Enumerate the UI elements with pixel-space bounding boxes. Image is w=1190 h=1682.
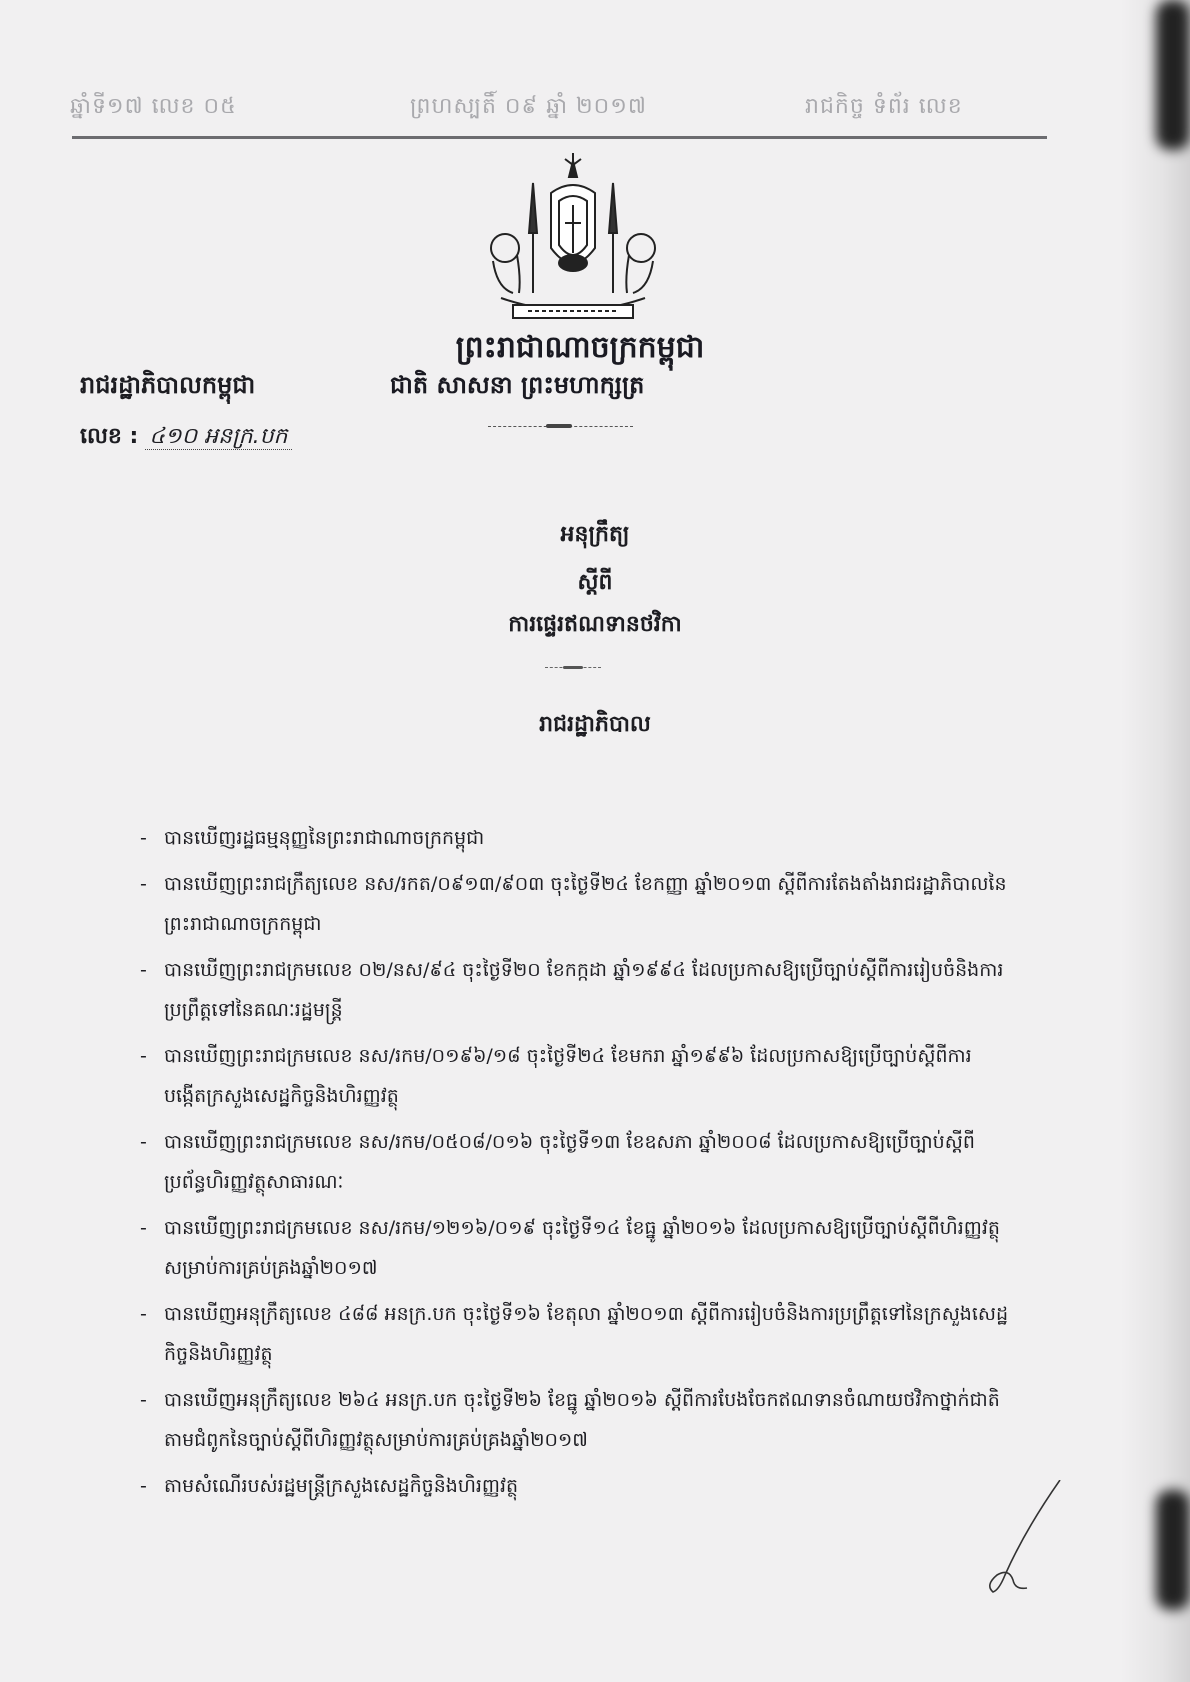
title-about: ស្តីពី (577, 570, 613, 595)
preamble-clauses (140, 818, 1010, 1512)
scan-edge-dark-bottom (1156, 1490, 1190, 1610)
list-item: - បានឃើញព្រះរាជក្រមលេខ នស/រកម/១២១៦/០១៩ ចុះថ្ងៃទី១៤ ខែធ្នូ ឆ្នាំ២០១៦ ដែលប្រកាសឱ្យប្រើច្បាប់ស្តីពីហិរញ្ញវត្ថុសម្រាប់ការគ្រប់គ្រងឆ្នាំ២០១៧ (140, 1217, 1000, 1279)
gazette-header (70, 92, 1050, 132)
document-number-label: លេខ : (80, 424, 139, 449)
royal-emblem-icon (473, 153, 673, 328)
scan-edge-dark-top (1156, 0, 1190, 150)
kingdom-heading: ព្រះរាជាណាចក្រកម្ពុជា (455, 330, 705, 365)
gazette-volume: ឆ្នាំទី១៧ លេខ ០៥ (70, 94, 237, 119)
title-divider (545, 667, 601, 669)
list-item: - បានឃើញអនុក្រឹត្យលេខ ៤៨៨ អនក្រ.បក ចុះថ្ងៃទី១៦ ខែតុលា ឆ្នាំ២០១៣ ស្តីពីការរៀបចំនិងការប្រព្រឹត្តទៅនៃក្រសួងសេដ្ឋកិច្ចនិងហិរញ្ញវត្ថុ (140, 1303, 1009, 1365)
clause-text: បានឃើញអនុក្រឹត្យលេខ ២៦៤ អនក្រ.បក ចុះថ្ងៃទី២៦ ខែធ្នូ ឆ្នាំ២០១៦ ស្តីពីការបែងចែកឥណទានចំណាយថវិកាថ្នាក់ជាតិតាមជំពូកនៃច្បាប់ស្តីពីហិរញ្ញវត្ថុសម្រាប់ការគ្រប់គ្រងឆ្នាំ២០១៧ (164, 1389, 1000, 1451)
gazette-rule (72, 136, 1047, 139)
issuer-heading: រាជរដ្ឋាភិបាល (539, 712, 651, 737)
document-number-value: ៤១០ អនក្រ.បក (145, 424, 291, 450)
list-item: - បានឃើញព្រះរាជក្រមលេខ នស/រកម/០១៩៦/១៨ ចុះថ្ងៃទី២៤ ខែមករា ឆ្នាំ១៩៩៦ ដែលប្រកាសឱ្យប្រើច្បាប់ស្តីពីការបង្កើតក្រសួងសេដ្ឋកិច្ចនិងហិរញ្ញវត្ថុ (140, 1045, 972, 1107)
scan-edge-shadow (1120, 0, 1190, 1682)
document-number (80, 422, 292, 454)
clause-text: បានឃើញអនុក្រឹត្យលេខ ៤៨៨ អនក្រ.បក ចុះថ្ងៃទី១៦ ខែតុលា ឆ្នាំ២០១៣ ស្តីពីការរៀបចំនិងការប្រព្រឹត្តទៅនៃក្រសួងសេដ្ឋកិច្ចនិងហិរញ្ញវត្ថុ (164, 1303, 1009, 1365)
clause-text: បានឃើញព្រះរាជក្រមលេខ ០២/នស/៩៤ ចុះថ្ងៃទី២០ ខែកក្កដា ឆ្នាំ១៩៩៤ ដែលប្រកាសឱ្យប្រើច្បាប់ស្តីពីការរៀបចំនិងការប្រព្រឹត្តទៅនៃគណៈរដ្ឋមន្ត្រី (164, 959, 1004, 1021)
initial-signature-icon (975, 1480, 1065, 1600)
clause-text: បានឃើញព្រះរាជក្រមលេខ នស/រកម/០៥០៨/០១៦ ចុះថ្ងៃទី១៣ ខែឧសភា ឆ្នាំ២០០៨ ដែលប្រកាសឱ្យប្រើច្បាប់ស្តីពីប្រព័ន្ធហិរញ្ញវត្ថុសាធារណៈ (164, 1131, 975, 1193)
clause-text: បានឃើញរដ្ឋធម្មនុញ្ញនៃព្រះរាជាណាចក្រកម្ពុជា (164, 827, 485, 849)
list-item: - បានឃើញរដ្ឋធម្មនុញ្ញនៃព្រះរាជាណាចក្រកម្ពុជា (140, 827, 485, 849)
clause-text: បានឃើញព្រះរាជក្រមលេខ នស/រកម/១២១៦/០១៩ ចុះថ្ងៃទី១៤ ខែធ្នូ ឆ្នាំ២០១៦ ដែលប្រកាសឱ្យប្រើច្បាប់ស្តីពីហិរញ្ញវត្ថុសម្រាប់ការគ្រប់គ្រងឆ្នាំ២០១៧ (164, 1217, 1000, 1279)
clause-text: បានឃើញព្រះរាជក្រមលេខ នស/រកម/០១៩៦/១៨ ចុះថ្ងៃទី២៤ ខែមករា ឆ្នាំ១៩៩៦ ដែលប្រកាសឱ្យប្រើច្បាប់ស្តីពីការបង្កើតក្រសួងសេដ្ឋកិច្ចនិងហិរញ្ញវត្ថុ (164, 1045, 972, 1107)
motto-divider (488, 426, 633, 428)
list-item: - បានឃើញអនុក្រឹត្យលេខ ២៦៤ អនក្រ.បក ចុះថ្ងៃទី២៦ ខែធ្នូ ឆ្នាំ២០១៦ ស្តីពីការបែងចែកឥណទានចំណាយថវិកាថ្នាក់ជាតិតាមជំពូកនៃច្បាប់ស្តីពីហិរញ្ញវត្ថុសម្រាប់ការគ្រប់គ្រងឆ្នាំ២០១៧ (140, 1389, 1000, 1451)
gazette-date: ព្រហស្បតិ៍ ០៩ ឆ្នាំ ២០១៧ (410, 94, 647, 119)
clause-text: បានឃើញព្រះរាជក្រឹត្យលេខ នស/រកត/០៩១៣/៩០៣ ចុះថ្ងៃទី២៤ ខែកញ្ញា ឆ្នាំ២០១៣ ស្តីពីការតែងតាំងរាជរដ្ឋាភិបាលនៃព្រះរាជាណាចក្រកម្ពុជា (164, 873, 1007, 935)
clause-text: តាមសំណើរបស់រដ្ឋមន្ត្រីក្រសួងសេដ្ឋកិច្ចនិងហិរញ្ញវត្ថុ (164, 1475, 519, 1497)
list-item: - បានឃើញព្រះរាជក្រមលេខ ០២/នស/៩៤ ចុះថ្ងៃទី២០ ខែកក្កដា ឆ្នាំ១៩៩៤ ដែលប្រកាសឱ្យប្រើច្បាប់ស្តីពីការរៀបចំនិងការប្រព្រឹត្តទៅនៃគណៈរដ្ឋមន្ត្រី (140, 959, 1004, 1021)
gazette-publisher: រាជកិច្ច ទំព័រ លេខ (805, 94, 963, 119)
list-item: - បានឃើញព្រះរាជក្រឹត្យលេខ នស/រកត/០៩១៣/៩០៣ ចុះថ្ងៃទី២៤ ខែកញ្ញា ឆ្នាំ២០១៣ ស្តីពីការតែងតាំងរាជរដ្ឋាភិបាលនៃព្រះរាជាណាចក្រកម្ពុជា (140, 873, 1007, 935)
list-item: - តាមសំណើរបស់រដ្ឋមន្ត្រីក្រសួងសេដ្ឋកិច្ចនិងហិរញ្ញវត្ថុ (140, 1475, 519, 1497)
document-subject: ការផ្ទេរឥណទានថវិកា (508, 612, 682, 637)
document-type: អនុក្រឹត្យ (560, 522, 630, 547)
national-motto: ជាតិ សាសនា ព្រះមហាក្សត្រ (390, 371, 645, 399)
government-label: រាជរដ្ឋាភិបាលកម្ពុជា (80, 371, 256, 399)
list-item: - បានឃើញព្រះរាជក្រមលេខ នស/រកម/០៥០៨/០១៦ ចុះថ្ងៃទី១៣ ខែឧសភា ឆ្នាំ២០០៨ ដែលប្រកាសឱ្យប្រើច្បាប់ស្តីពីប្រព័ន្ធហិរញ្ញវត្ថុសាធារណៈ (140, 1131, 975, 1193)
